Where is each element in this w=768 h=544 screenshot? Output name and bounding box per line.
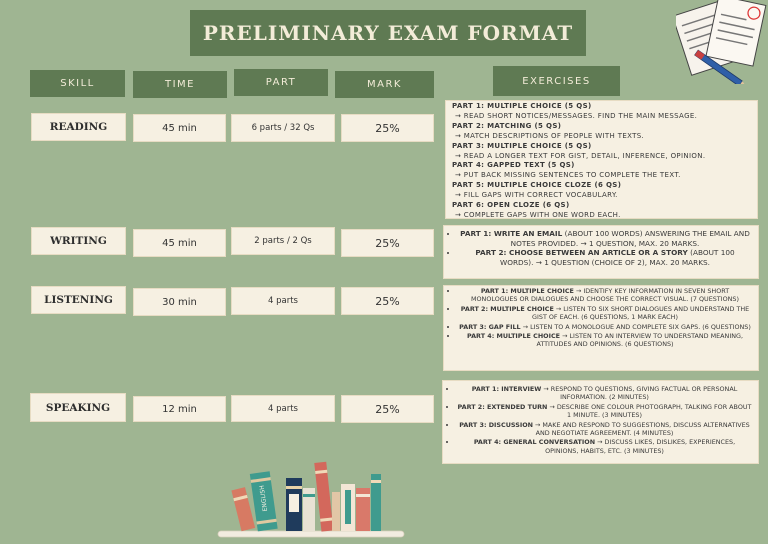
listening-part-3 (458, 323, 752, 331)
skill-speaking: SPEAKING (30, 393, 126, 422)
listening-part-2-title: PART 2: MULTIPLE CHOICE (460, 304, 554, 313)
reading-part-4-title: PART 4: GAPPED TEXT (5 QS) (452, 161, 575, 170)
mark-listening: 25% (341, 287, 434, 315)
writing-part-1 (458, 229, 752, 248)
speaking-part-2-title: PART 2: EXTENDED TURN (457, 402, 548, 411)
writing-part-2-desc: (ABOUT 100 WORDS). → 1 QUESTION (CHOICE OF 2), MAX. 20 MARKS. (500, 248, 735, 267)
listening-part-4-title: PART 4: MULTIPLE CHOICE (467, 332, 561, 341)
header-exercises: EXERCISES (493, 66, 620, 96)
listening-part-1-desc: → IDENTIFY KEY INFORMATION IN SEVEN SHORT MONOLOGUES OR DIALOGUES AND CHOOSE THE CORRECT VISUAL. (7 QUESTIONS) (471, 287, 739, 304)
header-part: PART (234, 69, 328, 96)
reading-part-5-desc: → FILL GAPS WITH CORRECT VOCABULARY. (455, 191, 618, 200)
part-speaking: 4 parts (231, 395, 335, 422)
listening-part-1 (458, 287, 752, 304)
reading-part-6-title: PART 6: OPEN CLOZE (6 QS) (452, 201, 570, 210)
reading-part-2-desc: → MATCH DESCRIPTIONS OF PEOPLE WITH TEXTS. (455, 131, 645, 140)
listening-part-3-title: PART 3: GAP FILL (459, 322, 521, 331)
header-mark: MARK (335, 71, 434, 98)
reading-part-3-title: PART 3: MULTIPLE CHOICE (5 QS) (452, 141, 592, 150)
reading-part-6-desc: → COMPLETE GAPS WITH ONE WORD EACH. (455, 210, 621, 219)
speaking-part-3-desc: → MAKE AND RESPOND TO SUGGESTIONS, DISCUSS ALTERNATIVES AND NEGOTIATE AGREEMENT. (4 MINUTES) (535, 420, 750, 438)
reading-part-4-desc: → PUT BACK MISSING SENTENCES TO COMPLETE THE TEXT. (455, 171, 681, 180)
reading-part-3-desc: → READ A LONGER TEXT FOR GIST, DETAIL, INFERENCE, OPINION. (455, 151, 706, 160)
listening-part-2-desc: → LISTEN TO SIX SHORT DIALOGUES AND UNDERSTAND THE GIST OF EACH. (6 QUESTIONS, 1 MARK EACH) (532, 304, 750, 322)
part-reading: 6 parts / 32 Qs (231, 114, 335, 142)
speaking-part-1-desc: → RESPOND TO QUESTIONS, GIVING FACTUAL OR PERSONAL INFORMATION. (2 MINUTES) (543, 385, 738, 402)
skill-reading: READING (31, 113, 126, 141)
listening-part-3-desc: → LISTEN TO A MONOLOGUE AND COMPLETE SIX GAPS. (6 QUESTIONS) (522, 322, 751, 331)
speaking-part-3-title: PART 3: DISCUSSION (459, 420, 533, 429)
part-writing: 2 parts / 2 Qs (231, 227, 335, 255)
time-speaking: 12 min (133, 396, 226, 422)
speaking-part-3 (457, 421, 752, 438)
exercises-reading (445, 100, 758, 219)
part-listening: 4 parts (231, 287, 335, 315)
header-time: TIME (133, 71, 227, 98)
speaking-part-4-desc: → DISCUSS LIKES, DISLIKES, EXPERIENCES, OPINIONS, HABITS, ETC. (3 MINUTES) (545, 438, 736, 455)
writing-part-2 (458, 248, 752, 267)
mark-writing: 25% (341, 229, 434, 257)
time-writing: 45 min (133, 229, 226, 257)
speaking-part-4-title: PART 4: GENERAL CONVERSATION (473, 438, 596, 447)
speaking-part-1-title: PART 1: INTERVIEW (471, 385, 542, 393)
speaking-part-1 (457, 385, 752, 402)
listening-part-2 (458, 305, 752, 322)
exercises-writing (443, 225, 759, 279)
reading-part-5-title: PART 5: MULTIPLE CHOICE CLOZE (6 QS) (452, 181, 622, 190)
speaking-part-2-desc: → DESCRIBE ONE COLOUR PHOTOGRAPH, TALKING FOR ABOUT 1 MINUTE. (3 MINUTES) (549, 402, 752, 420)
exam-papers-illustration (676, 0, 768, 84)
listening-part-4 (458, 332, 752, 349)
time-listening: 30 min (133, 288, 226, 316)
mark-reading: 25% (341, 114, 434, 142)
writing-part-2-title: PART 2: CHOOSE BETWEEN AN ARTICLE OR A STORY (475, 248, 688, 258)
reading-part-1-desc: → READ SHORT NOTICES/MESSAGES. FIND THE MAIN MESSAGE. (455, 111, 698, 120)
skill-listening: LISTENING (31, 286, 126, 314)
reading-part-2-title: PART 2: MATCHING (5 QS) (452, 121, 562, 130)
listening-part-4-desc: → LISTEN TO AN INTERVIEW TO UNDERSTAND MEANING, ATTITUDES AND OPINIONS. (6 QUESTIONS) (536, 332, 743, 349)
exercises-listening (443, 285, 759, 371)
skill-writing: WRITING (31, 227, 126, 255)
books-illustration (214, 458, 414, 544)
writing-part-1-title: PART 1: WRITE AN EMAIL (460, 229, 563, 238)
speaking-part-4 (457, 438, 752, 455)
reading-part-1-title: PART 1: MULTIPLE CHOICE (5 QS) (452, 102, 592, 110)
exercises-speaking (442, 380, 759, 464)
listening-part-1-title: PART 1: MULTIPLE CHOICE (480, 287, 574, 295)
page-title: PRELIMINARY EXAM FORMAT (190, 10, 586, 56)
mark-speaking: 25% (341, 395, 434, 423)
writing-part-1-desc: (ABOUT 100 WORDS) ANSWERING THE EMAIL AND NOTES PROVIDED. → 1 QUESTION, MAX. 20 MARKS. (510, 229, 750, 248)
time-reading: 45 min (133, 114, 226, 142)
speaking-part-2 (457, 403, 752, 420)
header-skill: SKILL (30, 70, 125, 97)
book-spine-text: ENGLISH (258, 484, 270, 512)
